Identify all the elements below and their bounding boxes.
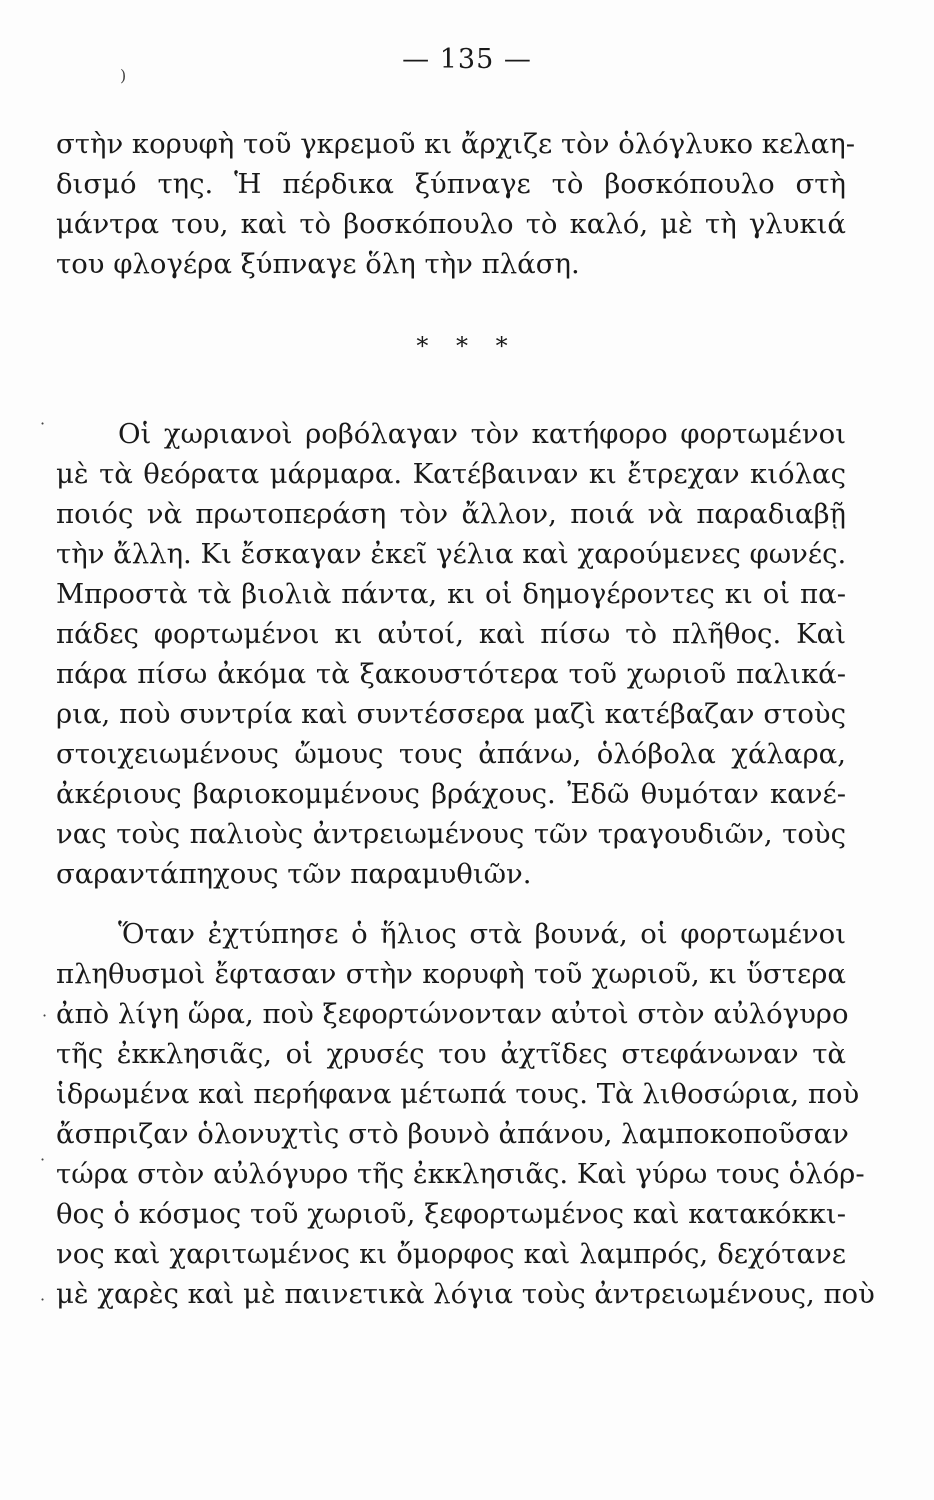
text-line: πάδες φορτωμένοι κι αὐτοί, καὶ πίσω τὸ πλῆθος. Καὶ: [56, 618, 846, 650]
text-line: μὲ τὰ θεόρατα μάρμαρα. Κατέβαιναν κι ἔτρεχαν κιόλας: [56, 458, 846, 490]
text-line: σαραντάπηχους τῶν παραμυθιῶν.: [56, 858, 532, 890]
text-line: στὴν κορυφὴ τοῦ γκρεμοῦ κι ἄρχιζε τὸν ὁλόγλυκο κελαη-: [56, 128, 856, 160]
section-separator: * * *: [416, 332, 518, 360]
text-line: ἱδρωμένα καὶ περήφανα μέτωπά τους. Τὰ λιθοσώρια, ποὺ: [56, 1078, 860, 1110]
text-line: μάντρα του, καὶ τὸ βοσκόπουλο τὸ καλό, μὲ τὴ γλυκιά: [56, 208, 846, 240]
text-line: νας τοὺς παλιοὺς ἀντρειωμένους τῶν τραγουδιῶν, τοὺς: [56, 818, 846, 850]
text-line: ἀπὸ λίγη ὥρα, ποὺ ξεφορτώνονταν αὐτοὶ στὸν αὐλόγυρο: [56, 998, 849, 1030]
text-line: Οἱ χωριανοὶ ροβόλαγαν τὸν κατήφορο φορτωμένοι: [118, 418, 846, 450]
text-line: μὲ χαρὲς καὶ μὲ παινετικὰ λόγια τοὺς ἀντρειωμένους, ποὺ: [56, 1278, 875, 1310]
text-line: Μπροστὰ τὰ βιολιὰ πάντα, κι οἱ δημογέροντες κι οἱ πα-: [56, 578, 846, 610]
page-number: — 135 —: [402, 44, 532, 75]
text-line: του φλογέρα ξύπναγε ὅλη τὴν πλάση.: [56, 248, 580, 280]
text-line: πάρα πίσω ἀκόμα τὰ ξακουστότερα τοῦ χωριοῦ παλικά-: [56, 658, 846, 690]
margin-speck: ·: [40, 1290, 46, 1309]
text-line: ρια, ποὺ συντρία καὶ συντέσσερα μαζὶ κατέβαζαν στοὺς: [56, 698, 846, 730]
text-line: Ὅταν ἐχτύπησε ὁ ἥλιος στὰ βουνά, οἱ φορτωμένοι: [118, 918, 846, 950]
text-line: στοιχειωμένους ὤμους τους ἀπάνω, ὁλόβολα χάλαρα,: [56, 738, 846, 770]
text-line: τώρα στὸν αὐλόγυρο τῆς ἐκκλησιᾶς. Καὶ γύρω τους ὁλόρ-: [56, 1158, 865, 1190]
text-line: πληθυσμοὶ ἔφτασαν στὴν κορυφὴ τοῦ χωριοῦ, κι ὕστερα: [56, 958, 846, 990]
text-line: νος καὶ χαριτωμένος κι ὄμορφος καὶ λαμπρός, δεχότανε: [56, 1238, 846, 1270]
margin-speck: ·: [42, 1006, 48, 1025]
margin-speck: ·: [40, 414, 46, 433]
text-line: ποιός νὰ πρωτοπεράση τὸν ἄλλον, ποιά νὰ παραδιαβῇ: [56, 498, 846, 530]
text-line: ἀκέριους βαριοκομμένους βράχους. Ἐδῶ θυμόταν κανέ-: [56, 778, 846, 810]
text-line: τῆς ἐκκλησιᾶς, οἱ χρυσές του ἀχτῖδες στεφάνωναν τὰ: [56, 1038, 846, 1070]
text-line: δισμό της. Ἡ πέρδικα ξύπναγε τὸ βοσκόπουλο στὴ: [56, 168, 846, 200]
text-line: ἄσπριζαν ὁλονυχτὶς στὸ βουνὸ ἀπάνου, λαμποκοποῦσαν: [56, 1118, 849, 1150]
text-line: θος ὁ κόσμος τοῦ χωριοῦ, ξεφορτωμένος καὶ κατακόκκι-: [56, 1198, 846, 1230]
text-line: τὴν ἄλλη. Κι ἔσκαγαν ἐκεῖ γέλια καὶ χαρούμενες φωνές.: [56, 538, 847, 570]
margin-mark: ): [120, 66, 127, 85]
margin-speck: ·: [40, 1150, 46, 1169]
